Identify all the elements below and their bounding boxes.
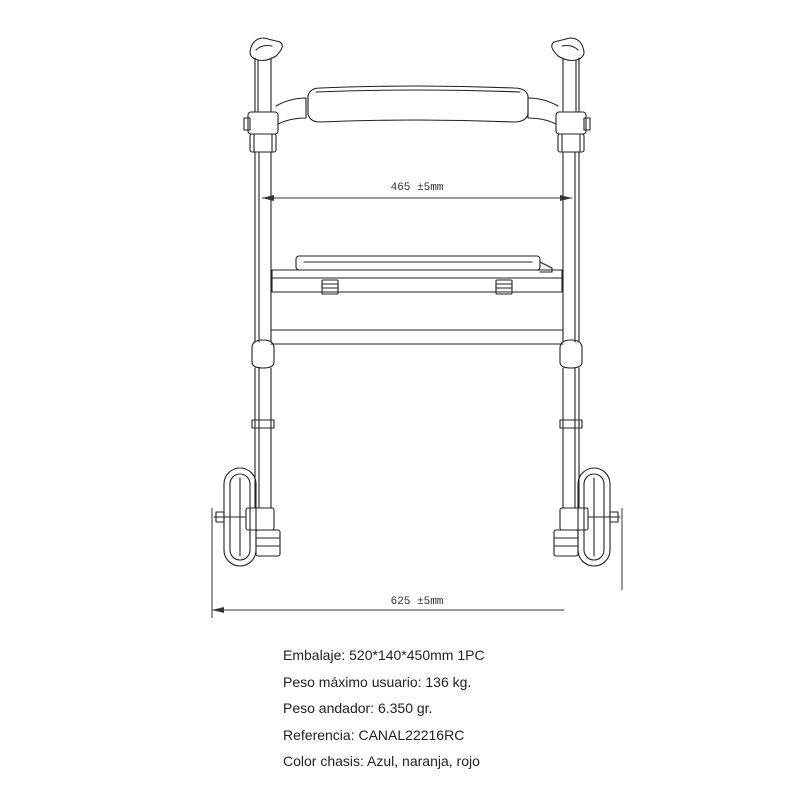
left-upper-clamp xyxy=(248,112,278,134)
inner-width-label: 465 ±5mm xyxy=(390,182,444,194)
outer-width-label: 625 ±5mm xyxy=(390,596,444,608)
spec-packaging: Embalaje: 520*140*450mm 1PC xyxy=(283,647,485,663)
seat xyxy=(272,256,562,294)
cross-bar xyxy=(271,330,563,344)
spec-walker-weight: Peso andador: 6.350 gr. xyxy=(283,700,433,716)
left-frame xyxy=(214,38,282,566)
left-handle-cap xyxy=(250,38,282,61)
spec-list xyxy=(283,642,485,775)
backrest-pad xyxy=(276,86,558,124)
right-frame xyxy=(552,38,620,566)
spec-max-user-weight: Peso máximo usuario: 136 kg. xyxy=(283,673,472,690)
spec-reference: Referencia: CANAL22216RC xyxy=(283,726,465,743)
spec-frame-color: Color chasis: Azul, naranja, rojo xyxy=(283,753,480,769)
inner-width-dimension xyxy=(262,182,572,201)
